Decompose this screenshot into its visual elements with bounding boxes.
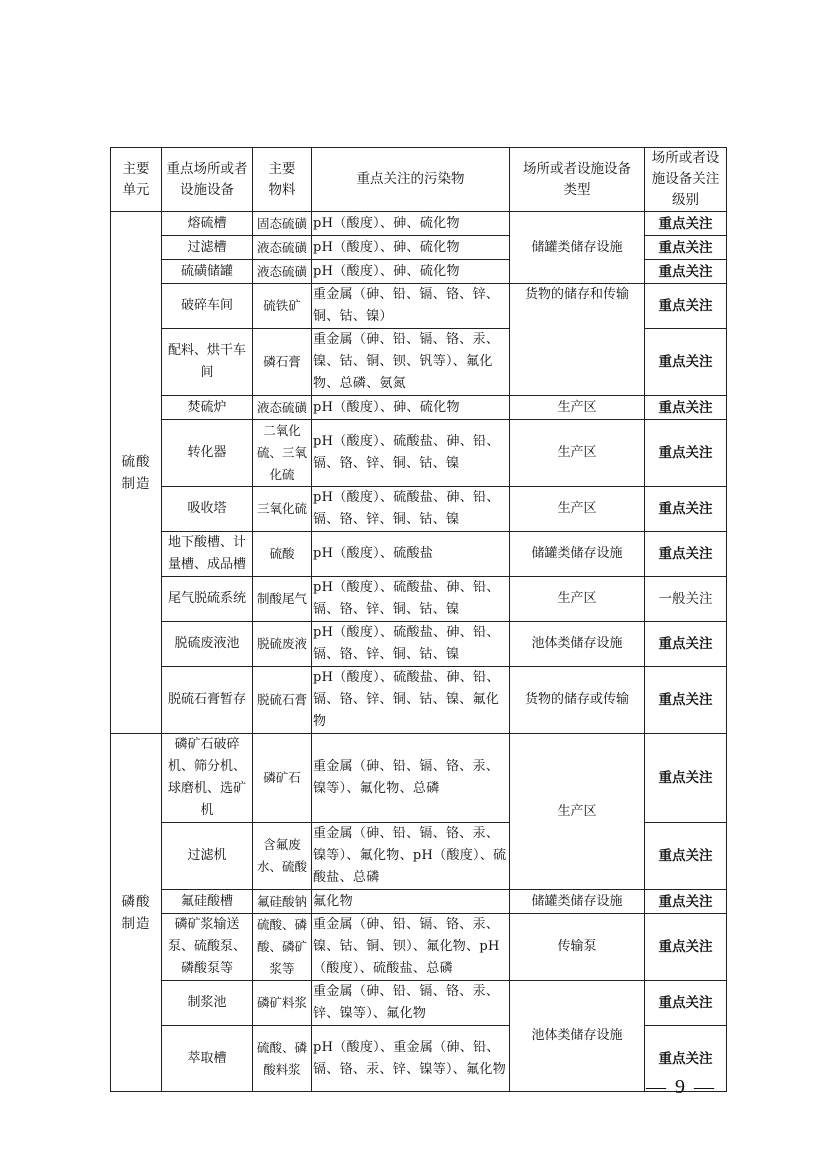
pollutant-cell: pH（酸度）、重金属（砷、铅、镉、铬、汞、锌、镍等）、氟化物 [312, 1026, 510, 1092]
material-cell: 液态硫磺 [253, 260, 312, 284]
level-cell: 重点关注 [645, 236, 727, 260]
type-cell: 生产区 [510, 734, 645, 890]
site-cell: 萃取槽 [162, 1026, 253, 1092]
header-unit: 主要 单元 [111, 148, 162, 212]
material-cell: 制酸尾气 [253, 577, 312, 622]
site-cell: 硫磺储罐 [162, 260, 253, 284]
material-cell: 磷矿石 [253, 734, 312, 823]
level-cell: 重点关注 [645, 212, 727, 236]
type-cell: 生产区 [510, 420, 645, 487]
pollutant-cell: pH（酸度）、硫酸盐、砷、铅、镉、铬、锌、铜、钴、镍 [312, 622, 510, 667]
pollutant-cell: pH（酸度）、硫酸盐、砷、铅、镉、铬、锌、铜、钴、镍 [312, 577, 510, 622]
level-cell: 重点关注 [645, 396, 727, 420]
pollutant-cell: 重金属（砷、铅、镉、铬、锌、铜、钴、镍） [312, 284, 510, 329]
site-cell: 磷矿浆输送泵、硫酸泵、磷酸泵等 [162, 914, 253, 981]
site-cell: 过滤槽 [162, 236, 253, 260]
level-cell: 一般关注 [645, 577, 727, 622]
header-pollutant: 重点关注的污染物 [312, 148, 510, 212]
site-cell: 熔硫槽 [162, 212, 253, 236]
page-number: — 9 — [646, 1076, 716, 1098]
level-cell: 重点关注 [645, 329, 727, 396]
header-material: 主要 物料 [253, 148, 312, 212]
type-cell: 储罐类储存设施 [510, 212, 645, 284]
type-cell: 生产区 [510, 396, 645, 420]
material-cell: 固态硫磺 [253, 212, 312, 236]
level-cell: 重点关注 [645, 532, 727, 577]
material-cell: 二氧化硫、三氧化硫 [253, 420, 312, 487]
site-cell: 吸收塔 [162, 487, 253, 532]
unit-phosphoric-acid: 磷酸 制造 [111, 734, 162, 1092]
site-cell: 过滤机 [162, 823, 253, 890]
material-cell: 含氟废水、硫酸 [253, 823, 312, 890]
pollutant-cell: 重金属（砷、铅、镉、铬、汞、锌、镍等）、氟化物 [312, 981, 510, 1026]
unit-sulfuric-acid: 硫酸 制造 [111, 212, 162, 734]
material-cell: 硫酸、磷酸料浆 [253, 1026, 312, 1092]
type-cell: 储罐类储存设施 [510, 890, 645, 914]
header-site: 重点场所或者 设施设备 [162, 148, 253, 212]
level-cell: 重点关注 [645, 1026, 727, 1092]
pollutant-cell: pH（酸度）、硫酸盐、砷、铅、镉、铬、锌、铜、钴、镍、氟化物 [312, 667, 510, 734]
material-cell: 脱硫石膏 [253, 667, 312, 734]
level-cell: 重点关注 [645, 622, 727, 667]
type-cell: 储罐类储存设施 [510, 532, 645, 577]
level-cell: 重点关注 [645, 420, 727, 487]
material-cell: 硫酸、磷酸、磷矿浆等 [253, 914, 312, 981]
type-cell: 货物的储存或传输 [510, 667, 645, 734]
site-cell: 配料、烘干车间 [162, 329, 253, 396]
material-cell: 磷矿料浆 [253, 981, 312, 1026]
material-cell: 氟硅酸钠 [253, 890, 312, 914]
pollutant-cell: 重金属（砷、铅、镉、铬、汞、镍、钴、铜、钡）、氟化物、pH（酸度）、硫酸盐、总磷 [312, 914, 510, 981]
header-level: 场所或者设 施设备关注 级别 [645, 148, 727, 212]
material-cell: 硫酸 [253, 532, 312, 577]
material-cell: 三氧化硫 [253, 487, 312, 532]
level-cell: 重点关注 [645, 981, 727, 1026]
type-cell: 生产区 [510, 577, 645, 622]
pollutant-cell: 重金属（砷、铅、镉、铬、汞、镍等）、氟化物、总磷 [312, 734, 510, 823]
site-cell: 氟硅酸槽 [162, 890, 253, 914]
site-cell: 破碎车间 [162, 284, 253, 329]
level-cell: 重点关注 [645, 890, 727, 914]
site-cell: 制浆池 [162, 981, 253, 1026]
level-cell: 重点关注 [645, 667, 727, 734]
level-cell: 重点关注 [645, 284, 727, 329]
type-cell: 池体类储存设施 [510, 981, 645, 1092]
pollutant-cell: pH（酸度）、硫酸盐、砷、铅、镉、铬、锌、铜、钴、镍 [312, 420, 510, 487]
type-cell: 传输泵 [510, 914, 645, 981]
pollutant-cell: 重金属（砷、铅、镉、铬、汞、镍等）、氟化物、pH（酸度）、硫酸盐、总磷 [312, 823, 510, 890]
site-cell: 磷矿石破碎机、筛分机、球磨机、选矿机 [162, 734, 253, 823]
level-cell: 重点关注 [645, 823, 727, 890]
material-cell: 液态硫磺 [253, 396, 312, 420]
site-cell: 地下酸槽、计量槽、成品槽 [162, 532, 253, 577]
type-cell: 池体类储存设施 [510, 622, 645, 667]
pollutant-cell: pH（酸度）、砷、硫化物 [312, 260, 510, 284]
pollutant-cell: 氟化物 [312, 890, 510, 914]
header-type: 场所或者设施设备 类型 [510, 148, 645, 212]
material-cell: 磷石膏 [253, 329, 312, 396]
pollutant-cell: pH（酸度）、砷、硫化物 [312, 212, 510, 236]
site-cell: 脱硫废液池 [162, 622, 253, 667]
pollutant-table [110, 147, 727, 1092]
material-cell: 硫铁矿 [253, 284, 312, 329]
level-cell: 重点关注 [645, 260, 727, 284]
site-cell: 尾气脱硫系统 [162, 577, 253, 622]
pollutant-cell: pH（酸度）、硫酸盐 [312, 532, 510, 577]
site-cell: 焚硫炉 [162, 396, 253, 420]
pollutant-cell: 重金属（砷、铅、镉、铬、汞、镍、钴、铜、钡、钒等）、氟化物、总磷、氨氮 [312, 329, 510, 396]
level-cell: 重点关注 [645, 734, 727, 823]
site-cell: 转化器 [162, 420, 253, 487]
site-cell: 脱硫石膏暂存 [162, 667, 253, 734]
pollutant-cell: pH（酸度）、砷、硫化物 [312, 396, 510, 420]
level-cell: 重点关注 [645, 487, 727, 532]
material-cell: 液态硫磺 [253, 236, 312, 260]
pollutant-cell: pH（酸度）、硫酸盐、砷、铅、镉、铬、锌、铜、钴、镍 [312, 487, 510, 532]
pollutant-cell: pH（酸度）、砷、硫化物 [312, 236, 510, 260]
level-cell: 重点关注 [645, 914, 727, 981]
type-cell: 生产区 [510, 487, 645, 532]
type-cell: 货物的储存和传输 [510, 284, 645, 396]
material-cell: 脱硫废液 [253, 622, 312, 667]
